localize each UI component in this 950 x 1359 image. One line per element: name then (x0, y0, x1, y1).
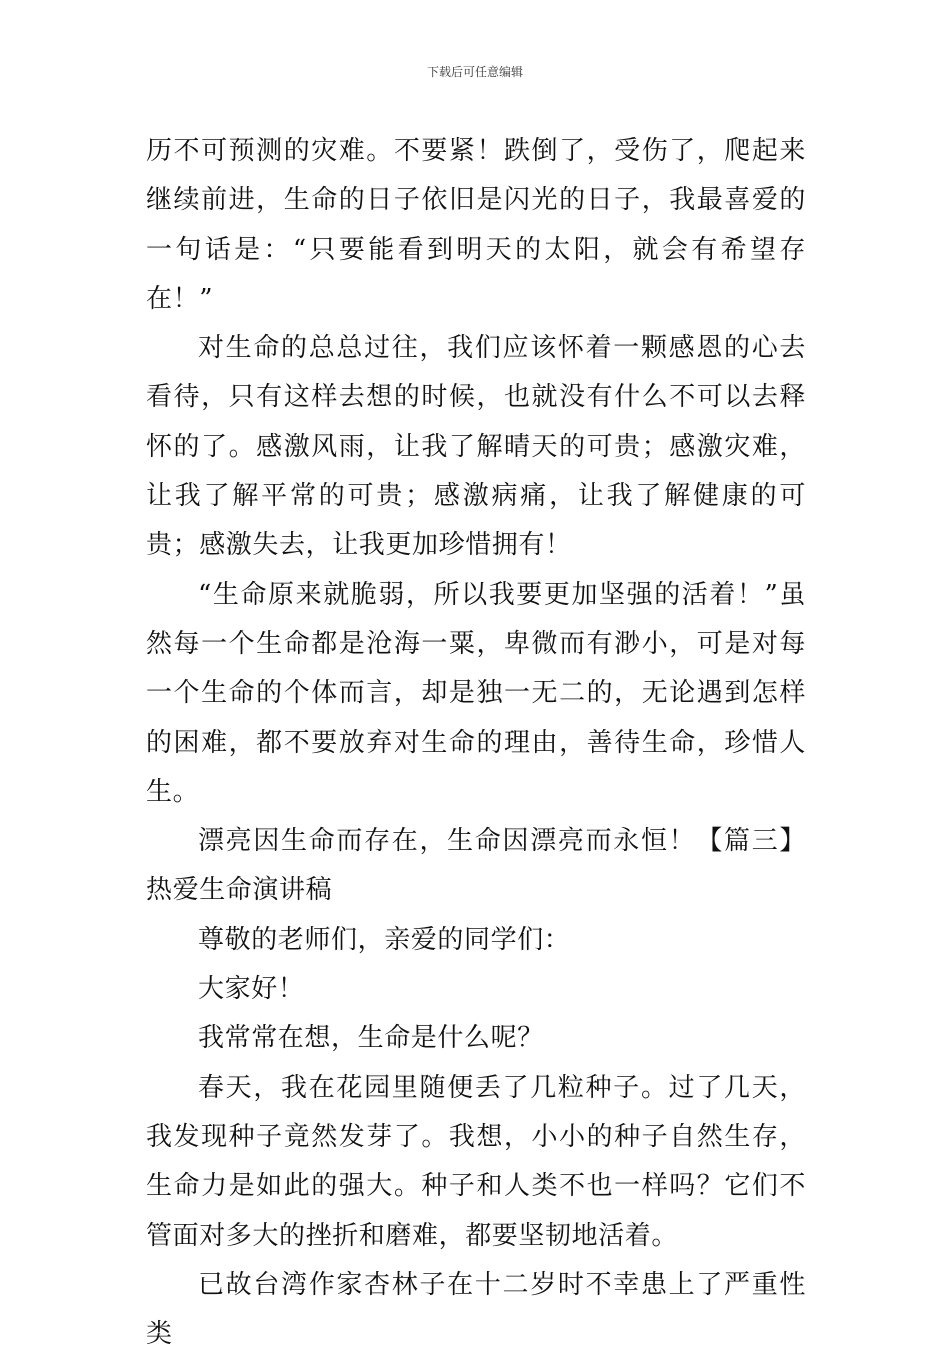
paragraph-6: 大家好！ (198, 974, 305, 1005)
document-body (146, 127, 806, 1359)
paragraph-7: 我常常在想，生命是什么呢？ (198, 1023, 544, 1054)
paragraph-1: 历不可预测的灾难。不要紧！跌倒了，受伤了，爬起来继续前进，生命的日子依旧是闪光的日子，我最喜爱的一句话是：“只要能看到明天的太阳，就会有希望存在！” (146, 136, 806, 314)
paragraph-2: 对生命的总总过往，我们应该怀着一颗感恩的心去看待，只有这样去想的时候，也就没有什么不可以去释怀的了。感激风雨，让我了解晴天的可贵；感激灾难，让我了解平常的可贵；感激病痛，让我了解健康的可贵；感激失去，让我更加珍惜拥有！ (146, 333, 806, 561)
paragraph-8: 春天，我在花园里随便丢了几粒种子。过了几天，我发现种子竟然发芽了。我想，小小的种子自然生存，生命力是如此的强大。种子和人类不也一样吗？它们不管面对多大的挫折和磨难，都要坚韧地活着。 (146, 1072, 806, 1251)
page-header: 下载后可任意编辑 (426, 65, 523, 79)
paragraph-5: 尊敬的老师们，亲爱的同学们： (198, 924, 571, 955)
paragraph-9: 已故台湾作家杏林子在十二岁时不幸患上了严重性类 (146, 1269, 806, 1350)
paragraph-3: “生命原来就脆弱，所以我要更加坚强的活着！”虽然每一个生命都是沧海一粟，卑微而有渺小，可是对每一个生命的个体而言，却是独一无二的，无论遇到怎样的困难，都不要放弃对生命的理由，善待生命，珍惜人生。 (146, 579, 806, 807)
paragraph-4: 漂亮因生命而存在，生命因漂亮而永恒！【篇三】热爱生命演讲稿 (146, 826, 806, 906)
